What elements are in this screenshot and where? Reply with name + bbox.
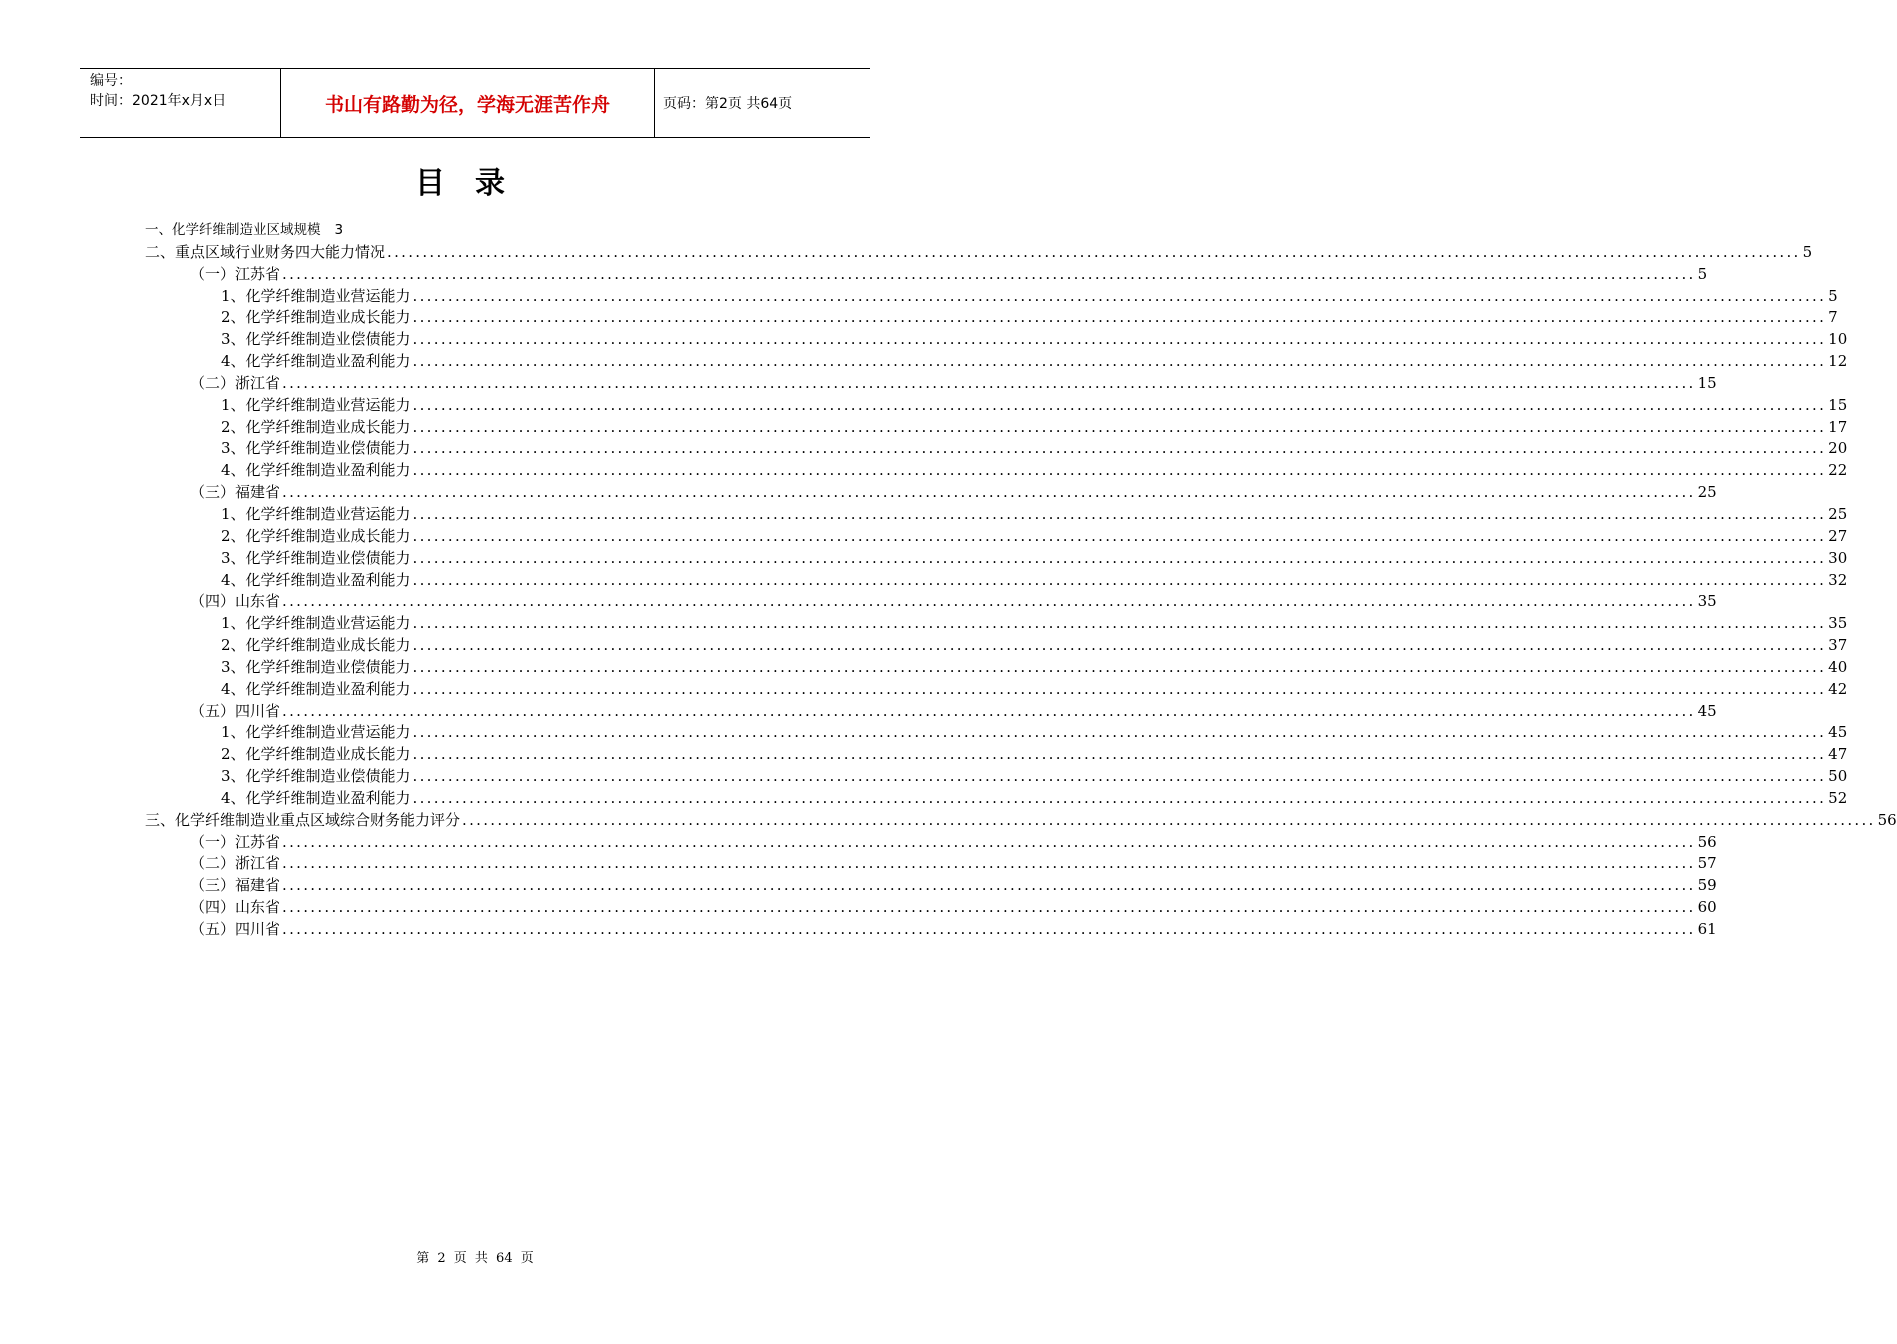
toc-leader-dots: ........................................................................................................................................................................................................ [412,723,1827,742]
page-title: 目录 [415,166,535,201]
toc-leader-dots: ........................................................................................................................................................................................................ [282,483,1696,502]
table-of-contents [145,218,1897,939]
toc-entry[interactable] [145,742,1848,764]
toc-entry-page: 5 [1828,286,1838,305]
toc-entry-page: 15 [1828,395,1848,414]
toc-entry[interactable] [145,611,1848,633]
toc-leader-dots: ........................................................................................................................................................................................................ [412,330,1827,349]
toc-entry-page: 7 [1828,308,1838,327]
toc-entry[interactable] [145,546,1848,568]
toc-entry[interactable] [145,895,1717,917]
toc-entry-label: 1、化学纤维制造业营运能力 [221,504,411,523]
toc-entry-page: 10 [1828,330,1848,349]
toc-leader-dots: ........................................................................................................................................................................................................ [282,854,1696,873]
toc-leader-dots: ........................................................................................................................................................................................................ [412,745,1827,764]
toc-leader-dots: ........................................................................................................................................................................................................ [282,876,1696,895]
toc-entry-label: 1、化学纤维制造业营运能力 [221,395,411,414]
toc-entry-page: 52 [1828,788,1848,807]
toc-leader-dots: ........................................................................................................................................................................................................ [387,242,1801,261]
toc-entry[interactable] [145,590,1717,612]
toc-entry-page: 35 [1828,614,1848,633]
toc-entry-page: 59 [1697,876,1717,895]
toc-entry-label: （三）福建省 [190,483,281,502]
toc-leader-dots: ........................................................................................................................................................................................................ [412,679,1827,698]
toc-entry[interactable] [145,349,1848,371]
toc-entry-label: （五）四川省 [190,701,281,720]
toc-entry-page: 30 [1828,548,1848,567]
toc-entry-page: 60 [1697,898,1717,917]
toc-entry-page: 40 [1828,657,1848,676]
toc-leader-dots: ........................................................................................................................................................................................................ [282,373,1696,392]
toc-entry[interactable] [145,808,1897,830]
toc-entry-label: （四）山东省 [190,592,281,611]
toc-entry-label: 3、化学纤维制造业偿债能力 [221,767,411,786]
toc-entry-label: 2、化学纤维制造业成长能力 [221,745,411,764]
toc-leader-dots: ........................................................................................................................................................................................................ [282,898,1696,917]
date-label: 时间：2021年x月x日 [90,93,227,109]
toc-entry-label: 4、化学纤维制造业盈利能力 [221,570,411,589]
toc-leader-dots: ........................................................................................................................................................................................................ [412,657,1827,676]
toc-entry[interactable] [145,917,1717,939]
toc-leader-dots: ........................................................................................................................................................................................................ [282,832,1696,851]
page-footer: 第 2 页 共 64 页 [416,1251,534,1266]
toc-entry[interactable] [145,786,1848,808]
toc-entry[interactable] [145,873,1717,895]
toc-entry-page: 57 [1697,854,1717,873]
toc-entry-label: （四）山东省 [190,898,281,917]
toc-leader-dots: ........................................................................................................................................................................................................ [412,614,1827,633]
toc-entry[interactable] [145,721,1848,743]
toc-entry-page: 42 [1828,679,1848,698]
toc-entry[interactable] [145,284,1838,306]
toc-entry-page: 32 [1828,570,1848,589]
toc-entry[interactable] [145,699,1717,721]
toc-leader-dots: ........................................................................................................................................................................................................ [412,439,1827,458]
toc-leader-dots: ........................................................................................................................................................................................................ [412,308,1827,327]
toc-entry-page: 22 [1828,461,1848,480]
toc-leader-dots: ........................................................................................................................................................................................................ [412,526,1827,545]
toc-entry-label: 4、化学纤维制造业盈利能力 [221,679,411,698]
toc-entry-label: 3、化学纤维制造业偿债能力 [221,330,411,349]
toc-entry-page: 20 [1828,439,1848,458]
toc-entry[interactable] [145,502,1848,524]
toc-entry[interactable] [145,218,805,240]
toc-entry-label: （二）浙江省 [190,373,281,392]
toc-entry-label: 1、化学纤维制造业营运能力 [221,614,411,633]
toc-entry[interactable] [145,327,1848,349]
toc-entry[interactable] [145,240,1813,262]
header-motto: 书山有路勤为径，学海无涯苦作舟 [281,69,655,137]
toc-entry[interactable] [145,830,1717,852]
toc-entry[interactable] [145,437,1848,459]
toc-leader-dots: ........................................................................................................................................................................................................ [412,395,1827,414]
header-page-info: 页码：第2页 共64页 [663,96,793,112]
toc-entry[interactable] [145,677,1848,699]
toc-leader-dots: ........................................................................................................................................................................................................ [462,810,1876,829]
toc-leader-dots: ........................................................................................................................................................................................................ [282,701,1696,720]
toc-entry-label: 一、化学纤维制造业区域规模 [145,222,321,238]
toc-entry-page: 25 [1828,504,1848,523]
toc-leader-dots: ........................................................................................................................................................................................................ [412,417,1827,436]
toc-entry[interactable] [145,415,1848,437]
toc-entry-page: 45 [1697,701,1717,720]
toc-entry-label: 4、化学纤维制造业盈利能力 [221,788,411,807]
toc-entry-label: 1、化学纤维制造业营运能力 [221,723,411,742]
toc-entry-label: 3、化学纤维制造业偿债能力 [221,439,411,458]
header-meta-cell [80,69,281,137]
toc-entry-page: 5 [1802,242,1813,261]
toc-leader-dots: ........................................................................................................................................................................................................ [412,504,1827,523]
toc-leader-dots: ........................................................................................................................................................................................................ [282,920,1696,938]
toc-entry-page: 15 [1697,373,1717,392]
toc-entry-label: 2、化学纤维制造业成长能力 [221,308,411,327]
toc-entry[interactable] [145,393,1848,415]
toc-entry[interactable] [145,633,1848,655]
toc-leader-dots: ........................................................................................................................................................................................................ [282,592,1696,611]
toc-leader-dots: ........................................................................................................................................................................................................ [282,264,1696,283]
toc-entry-page: 61 [1697,920,1717,938]
toc-entry[interactable] [145,480,1717,502]
toc-entry-label: （一）江苏省 [190,832,281,851]
document-header [80,68,870,138]
toc-entry-label: （一）江苏省 [190,264,281,283]
toc-entry[interactable] [145,458,1848,480]
toc-entry-label: 二、重点区域行业财务四大能力情况 [145,242,386,261]
toc-entry[interactable] [145,764,1848,786]
serial-number-label: 编号： [90,73,132,89]
toc-entry-page: 25 [1697,483,1717,502]
toc-entry-page: 3 [334,222,344,238]
toc-entry-page: 17 [1828,417,1848,436]
toc-entry[interactable] [145,262,1708,284]
toc-entry-label: 三、化学纤维制造业重点区域综合财务能力评分 [145,810,461,829]
toc-entry[interactable] [145,655,1848,677]
toc-entry-label: （三）福建省 [190,876,281,895]
toc-leader-dots: ........................................................................................................................................................................................................ [412,461,1827,480]
toc-entry-page: 5 [1697,264,1708,283]
toc-entry-page: 56 [1697,832,1717,851]
toc-entry-label: 4、化学纤维制造业盈利能力 [221,461,411,480]
toc-leader-dots: ........................................................................................................................................................................................................ [412,352,1827,371]
toc-entry-label: 3、化学纤维制造业偿债能力 [221,548,411,567]
toc-entry[interactable] [145,568,1848,590]
toc-entry-page: 12 [1828,352,1848,371]
toc-entry[interactable] [145,524,1848,546]
toc-leader-dots: ........................................................................................................................................................................................................ [412,570,1827,589]
toc-entry-label: （二）浙江省 [190,854,281,873]
toc-entry[interactable] [145,371,1717,393]
toc-entry-page: 56 [1877,810,1897,829]
toc-entry-label: 2、化学纤维制造业成长能力 [221,417,411,436]
toc-entry[interactable] [145,852,1717,874]
toc-entry-page: 37 [1828,636,1848,655]
toc-entry-label: 2、化学纤维制造业成长能力 [221,636,411,655]
toc-entry-page: 27 [1828,526,1848,545]
toc-entry-label: 3、化学纤维制造业偿债能力 [221,657,411,676]
toc-entry-page: 35 [1697,592,1717,611]
toc-entry-label: 2、化学纤维制造业成长能力 [221,526,411,545]
toc-leader-dots: ........................................................................................................................................................................................................ [412,788,1827,807]
toc-entry-label: （五）四川省 [190,920,281,938]
toc-entry[interactable] [145,306,1838,328]
toc-leader-dots: ........................................................................................................................................................................................................ [412,767,1827,786]
toc-leader-dots: ........................................................................................................................................................................................................ [412,548,1827,567]
toc-entry-label: 1、化学纤维制造业营运能力 [221,286,411,305]
toc-leader-dots: ........................................................................................................................................................................................................ [412,636,1827,655]
toc-entry-page: 50 [1828,767,1848,786]
toc-entry-page: 47 [1828,745,1848,764]
toc-entry-label: 4、化学纤维制造业盈利能力 [221,352,411,371]
toc-entry-page: 45 [1828,723,1848,742]
toc-leader-dots: ........................................................................................................................................................................................................ [412,286,1827,305]
